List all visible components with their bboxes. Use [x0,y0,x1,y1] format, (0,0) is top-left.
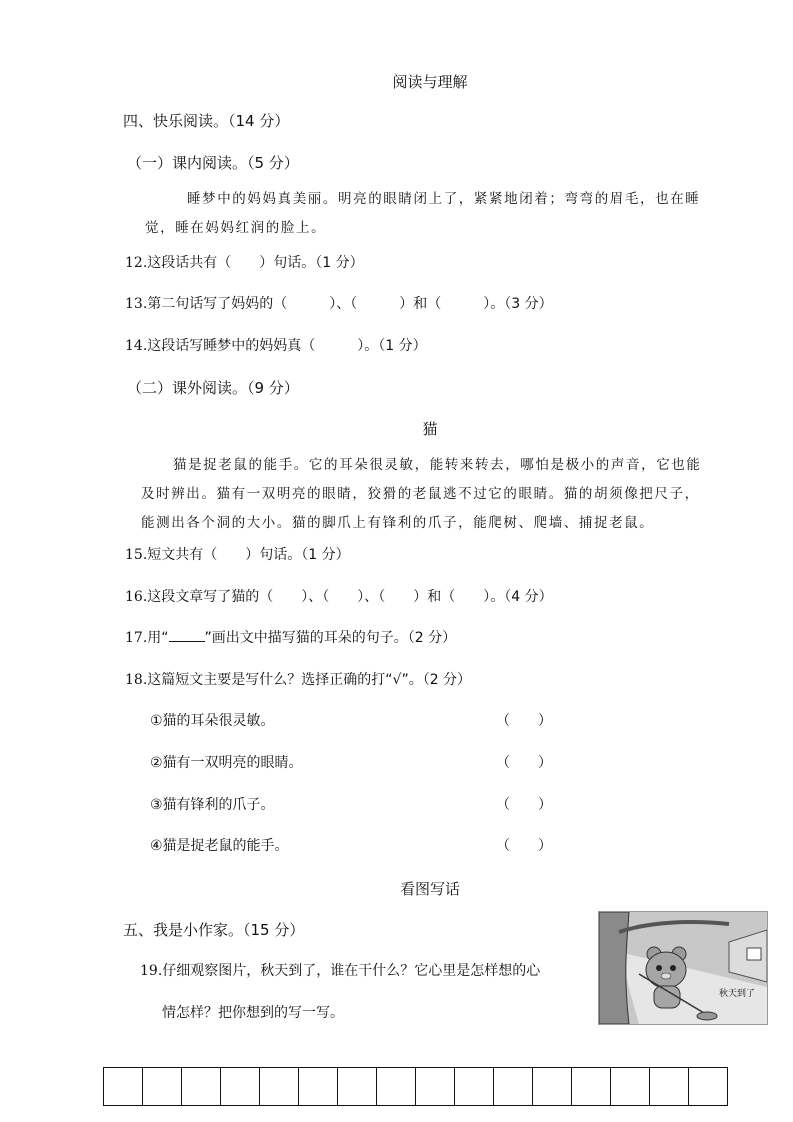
grid-cell[interactable] [533,1068,572,1105]
option-4-answer-blank[interactable]: （ ） [496,838,552,854]
grid-cell[interactable] [611,1068,650,1105]
writing-grid [103,1067,728,1106]
question-number: 17. [125,630,148,646]
option-3-label: ③猫有锋利的爪子。 [150,797,275,813]
question-text: 仔细观察图片，秋天到了，谁在干什么？它心里是怎样想的心 [162,963,541,979]
question-14 [125,335,427,355]
grid-cell[interactable] [650,1068,689,1105]
part-two-passage-line-1: 猫是捉老鼠的能手。它的耳朵很灵敏，能转来转去，哪怕是极小的声音，它也能 [173,457,702,473]
question-text: 这段话写睡梦中的妈妈真（ ）。（1 分） [147,338,427,354]
question-19-line-1 [140,960,540,980]
part-one-passage-line-2: 觉，睡在妈妈红润的脸上。 [145,220,327,236]
question-text-after: ”画出文中描写猫的耳朵的句子。（2 分） [204,630,457,646]
question-text-before: 用“ [147,630,169,646]
underline-mark [169,629,205,642]
question-number: 12. [125,255,148,271]
grid-cell[interactable] [494,1068,533,1105]
reading-title: 阅读与理解 [392,73,468,91]
grid-cell[interactable] [416,1068,455,1105]
option-4-label: ④猫是捉老鼠的能手。 [150,838,289,854]
question-18 [125,669,471,689]
part-one-heading: （一）课内阅读。（5 分） [127,154,299,172]
grid-cell[interactable] [299,1068,338,1105]
question-19-line-2: 情怎样？把你想到的写一写。 [162,1005,344,1021]
option-3-answer-blank[interactable]: （ ） [496,797,552,813]
question-text: 短文共有（ ）句话。（1 分） [147,547,350,563]
grid-cell[interactable] [104,1068,143,1105]
question-16 [125,586,553,606]
question-text: 这篇短文主要是写什么？选择正确的打“√”。（2 分） [147,672,472,688]
section-five-heading: 五、我是小作家。（15 分） [123,921,305,939]
part-two-heading: （二）课外阅读。（9 分） [127,379,299,397]
grid-cell[interactable] [182,1068,221,1105]
option-1-label: ①猫的耳朵很灵敏。 [150,713,275,729]
grid-cell[interactable] [221,1068,260,1105]
question-number: 13. [125,296,148,312]
grid-cell[interactable] [572,1068,611,1105]
question-13 [125,293,553,313]
question-text: 这段话共有（ ）句话。（1 分） [147,255,364,271]
option-1-answer-blank[interactable]: （ ） [496,713,552,729]
question-text: 这段文章写了猫的（ ）、（ ）、（ ）和（ ）。（4 分） [147,589,553,605]
option-2-label: ②猫有一双明亮的眼睛。 [150,755,303,771]
picture-caption: 秋天到了 [719,989,756,999]
question-text: 第二句话写了妈妈的（ ）、（ ）和（ ）。（3 分） [147,296,553,312]
question-number: 19. [140,963,163,979]
passage-title-cat: 猫 [422,420,438,438]
part-two-passage-line-2: 及时辨出。猫有一双明亮的眼睛，狡猾的老鼠逃不过它的眼睛。猫的胡须像把尺子， [141,486,700,502]
grid-cell[interactable] [260,1068,299,1105]
part-one-passage-line-1: 睡梦中的妈妈真美丽。明亮的眼睛闭上了，紧紧地闭着；弯弯的眉毛，也在睡 [187,191,701,207]
grid-cell[interactable] [689,1068,728,1105]
question-17 [125,627,456,647]
writing-title: 看图写话 [399,880,460,898]
grid-cell[interactable] [143,1068,182,1105]
question-number: 14. [125,338,148,354]
autumn-scene-illustration [599,912,767,1024]
question-number: 18. [125,672,148,688]
part-two-passage-line-3: 能测出各个洞的大小。猫的脚爪上有锋利的爪子，能爬树、爬墙、捕捉老鼠。 [141,515,655,531]
grid-cell[interactable] [338,1068,377,1105]
option-2-answer-blank[interactable]: （ ） [496,755,552,771]
question-number: 15. [125,547,148,563]
section-four-heading: 四、快乐阅读。（14 分） [123,112,290,130]
grid-cell[interactable] [455,1068,494,1105]
question-number: 16. [125,589,148,605]
question-12 [125,252,364,272]
grid-cell[interactable] [377,1068,416,1105]
question-15 [125,544,350,564]
bear-sweeping-leaves-picture [598,911,768,1025]
